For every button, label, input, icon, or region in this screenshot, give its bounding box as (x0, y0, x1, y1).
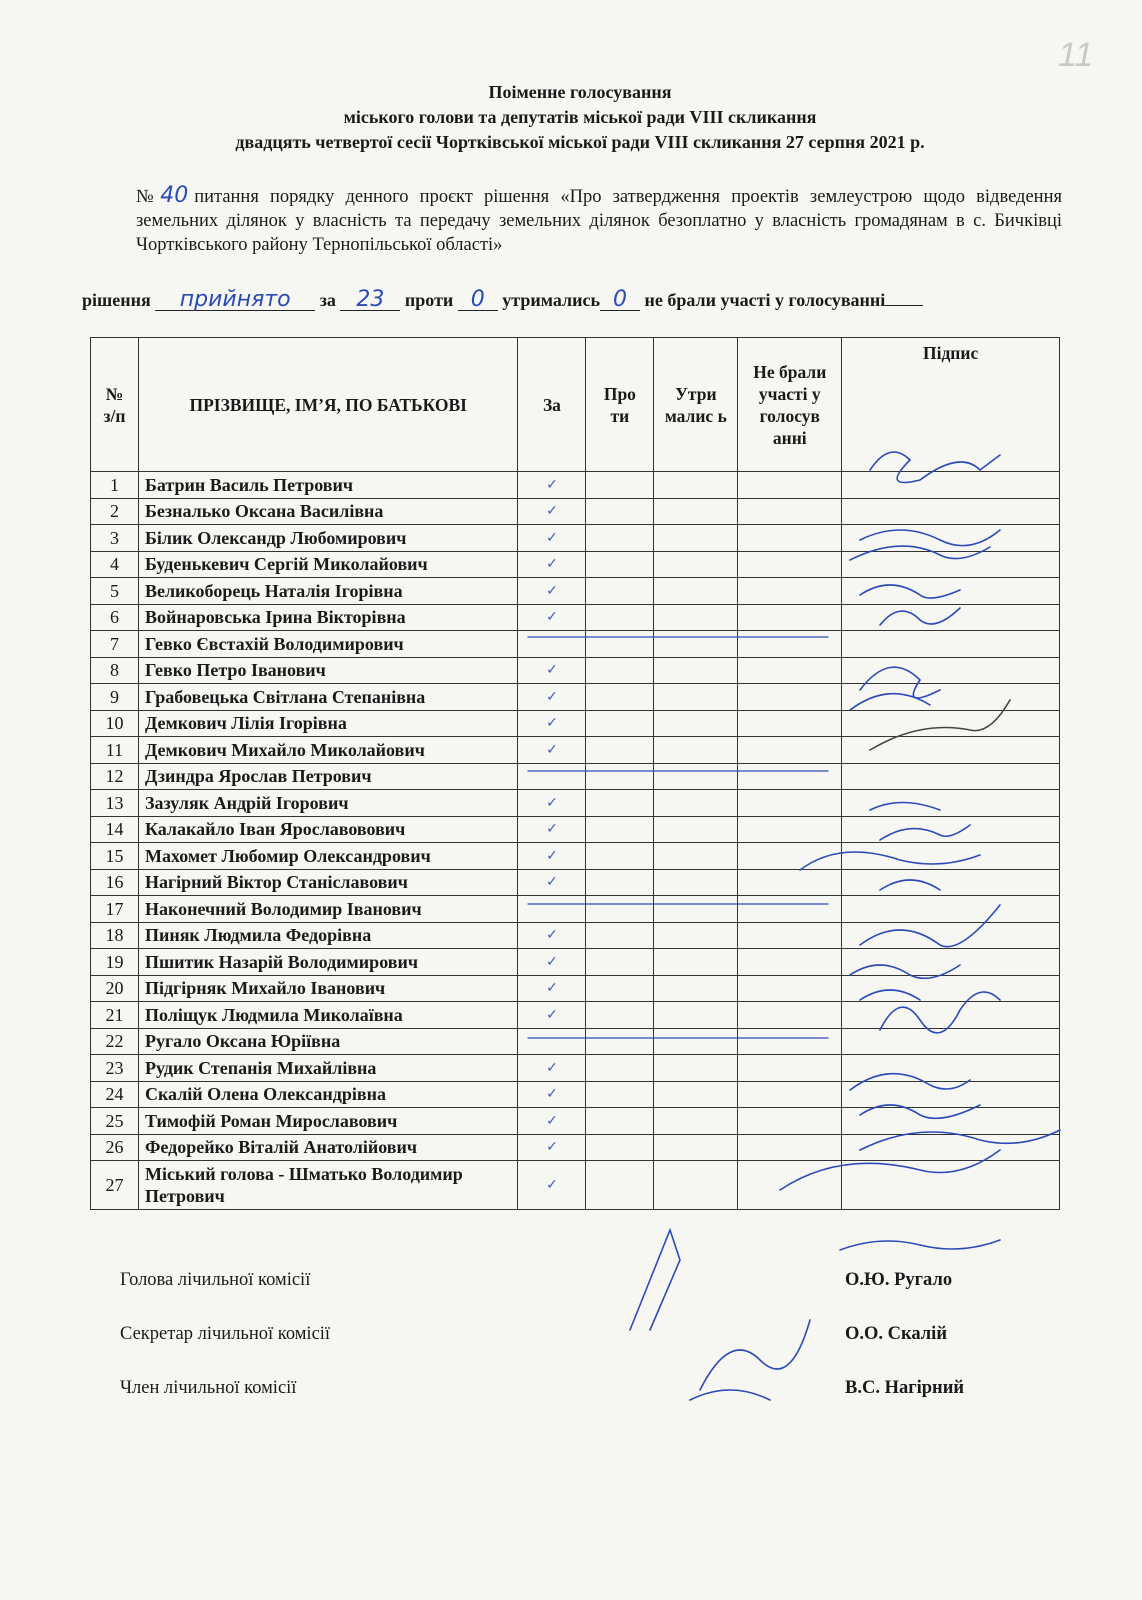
table-row (91, 1055, 1060, 1082)
row-vote-against (586, 1055, 654, 1082)
absent-value (885, 305, 923, 306)
row-name: Тимофій Роман Мирославович (138, 1108, 518, 1135)
row-signature (842, 631, 1060, 658)
abstain-label: утримались (502, 290, 600, 310)
row-vote-against (586, 1108, 654, 1135)
row-vote-against (586, 763, 654, 790)
document-header (80, 80, 1080, 155)
row-number: 7 (91, 631, 139, 658)
row-vote-abstain (654, 657, 738, 684)
commission-row (120, 1378, 1020, 1432)
row-number: 17 (91, 896, 139, 923)
vote-result (82, 287, 1082, 312)
agenda-item (136, 184, 1062, 257)
row-vote-abstain (654, 790, 738, 817)
row-vote-absent (738, 763, 842, 790)
row-signature (842, 1002, 1060, 1029)
row-vote-for: ✓ (518, 869, 586, 896)
table-row (91, 525, 1060, 552)
header-for: За (518, 338, 586, 472)
row-vote-abstain (654, 869, 738, 896)
row-vote-against (586, 737, 654, 764)
row-number: 9 (91, 684, 139, 711)
row-signature (842, 737, 1060, 764)
row-vote-abstain (654, 1055, 738, 1082)
commission-name: В.С. Нагірний (845, 1378, 965, 1398)
table-row (91, 843, 1060, 870)
row-vote-against (586, 710, 654, 737)
row-signature (842, 1055, 1060, 1082)
row-number: 13 (91, 790, 139, 817)
row-vote-absent (738, 1055, 842, 1082)
row-vote-against (586, 631, 654, 658)
header-title: Поіменне голосування (488, 82, 672, 102)
row-name: Міський голова - Шматько Володимир Петрович (138, 1161, 518, 1210)
against-value: 0 (458, 290, 498, 311)
table-row (91, 604, 1060, 631)
row-vote-against (586, 551, 654, 578)
row-name: Гевко Євстахій Володимирович (138, 631, 518, 658)
header-signature: Підпис (842, 338, 1060, 472)
row-signature (842, 657, 1060, 684)
row-name: Ругало Оксана Юріївна (138, 1028, 518, 1055)
row-vote-abstain (654, 710, 738, 737)
row-number: 10 (91, 710, 139, 737)
row-name: Поліщук Людмила Миколаївна (138, 1002, 518, 1029)
row-number: 4 (91, 551, 139, 578)
row-vote-absent (738, 1081, 842, 1108)
row-vote-abstain (654, 816, 738, 843)
row-vote-for (518, 896, 586, 923)
row-name: Рудик Степанія Михайлівна (138, 1055, 518, 1082)
row-vote-for: ✓ (518, 1134, 586, 1161)
table-row (91, 1002, 1060, 1029)
header-session: двадцять четвертої сесії Чортківської міської ради VIII скликання 27 серпня 2021 р. (235, 132, 925, 152)
row-vote-absent (738, 1134, 842, 1161)
table-row (91, 737, 1060, 764)
table-row (91, 1028, 1060, 1055)
row-number: 1 (91, 472, 139, 499)
row-vote-against (586, 816, 654, 843)
table-row (91, 684, 1060, 711)
commission-row (120, 1324, 1020, 1378)
row-vote-absent (738, 843, 842, 870)
row-vote-absent (738, 710, 842, 737)
row-number: 15 (91, 843, 139, 870)
header-against: Про ти (586, 338, 654, 472)
table-row (91, 763, 1060, 790)
commission-name: О.Ю. Ругало (845, 1270, 953, 1290)
page-number: 11 (1058, 36, 1094, 74)
row-vote-abstain (654, 763, 738, 790)
row-vote-absent (738, 1108, 842, 1135)
row-vote-absent (738, 1002, 842, 1029)
table-header-row (91, 338, 1060, 472)
row-vote-against (586, 472, 654, 499)
table-row (91, 869, 1060, 896)
row-vote-abstain (654, 843, 738, 870)
row-name: Пшитик Назарій Володимирович (138, 949, 518, 976)
commission-role: Член лічильної комісії (120, 1378, 297, 1398)
row-vote-for: ✓ (518, 498, 586, 525)
row-vote-against (586, 790, 654, 817)
table-row (91, 896, 1060, 923)
commission-name: О.О. Скалій (845, 1324, 947, 1344)
row-name: Батрин Василь Петрович (138, 472, 518, 499)
row-vote-against (586, 922, 654, 949)
header-abstain: Утри малис ь (654, 338, 738, 472)
row-name: Гевко Петро Іванович (138, 657, 518, 684)
table-row (91, 790, 1060, 817)
row-vote-for: ✓ (518, 922, 586, 949)
row-vote-abstain (654, 975, 738, 1002)
row-vote-absent (738, 472, 842, 499)
row-name: Буденькевич Сергій Миколайович (138, 551, 518, 578)
row-signature (842, 763, 1060, 790)
row-vote-absent (738, 578, 842, 605)
decision-label: рішення (82, 290, 151, 310)
row-signature (842, 1161, 1060, 1210)
row-number: 18 (91, 922, 139, 949)
agenda-prefix: № (136, 187, 161, 207)
row-vote-abstain (654, 1161, 738, 1210)
row-vote-against (586, 843, 654, 870)
row-vote-absent (738, 604, 842, 631)
row-vote-for: ✓ (518, 578, 586, 605)
row-vote-abstain (654, 949, 738, 976)
row-vote-absent (738, 896, 842, 923)
row-vote-abstain (654, 1028, 738, 1055)
row-signature (842, 1081, 1060, 1108)
row-name: Великоборець Наталія Ігорівна (138, 578, 518, 605)
row-vote-against (586, 1134, 654, 1161)
row-signature (842, 498, 1060, 525)
row-vote-for: ✓ (518, 1055, 586, 1082)
row-vote-abstain (654, 1134, 738, 1161)
row-vote-against (586, 657, 654, 684)
row-vote-against (586, 498, 654, 525)
commission-signatures (120, 1270, 1020, 1432)
row-name: Федорейко Віталій Анатолійович (138, 1134, 518, 1161)
row-name: Дзиндра Ярослав Петрович (138, 763, 518, 790)
row-vote-for: ✓ (518, 790, 586, 817)
table-row (91, 710, 1060, 737)
row-vote-abstain (654, 525, 738, 552)
row-name: Білик Олександр Любомирович (138, 525, 518, 552)
table-row (91, 949, 1060, 976)
row-signature (842, 525, 1060, 552)
header-num: № з/п (91, 338, 139, 472)
row-vote-absent (738, 975, 842, 1002)
row-vote-against (586, 578, 654, 605)
row-vote-absent (738, 684, 842, 711)
row-signature (842, 710, 1060, 737)
row-number: 14 (91, 816, 139, 843)
row-vote-abstain (654, 1002, 738, 1029)
row-vote-for (518, 1028, 586, 1055)
agenda-text: питання порядку денного проєкт рішення «Про затвердження проектів землеустрою щодо відведення земельних ділянок у власність та передачу земельних ділянок безоплатно у власність громадянам в с. Бичківці Чортківського району Тернопільської області» (136, 187, 1062, 255)
row-vote-for: ✓ (518, 843, 586, 870)
row-vote-abstain (654, 472, 738, 499)
for-label: за (319, 290, 336, 310)
row-vote-absent (738, 869, 842, 896)
table-row (91, 578, 1060, 605)
commission-row (120, 1270, 1020, 1324)
row-vote-for: ✓ (518, 949, 586, 976)
row-name: Демкович Михайло Миколайович (138, 737, 518, 764)
row-vote-against (586, 1028, 654, 1055)
row-signature (842, 896, 1060, 923)
vote-rows (91, 472, 1060, 1210)
vote-table (90, 337, 1060, 1210)
row-vote-absent (738, 949, 842, 976)
row-vote-absent (738, 525, 842, 552)
row-vote-absent (738, 816, 842, 843)
row-vote-for: ✓ (518, 816, 586, 843)
row-name: Наконечний Володимир Іванович (138, 896, 518, 923)
row-vote-against (586, 975, 654, 1002)
row-number: 26 (91, 1134, 139, 1161)
row-name: Демкович Лілія Ігорівна (138, 710, 518, 737)
row-name: Махомет Любомир Олександрович (138, 843, 518, 870)
table-row (91, 922, 1060, 949)
header-name: ПРІЗВИЩЕ, ІМ’Я, ПО БАТЬКОВІ (138, 338, 518, 472)
row-name: Пиняк Людмила Федорівна (138, 922, 518, 949)
row-number: 2 (91, 498, 139, 525)
row-vote-absent (738, 922, 842, 949)
row-vote-abstain (654, 631, 738, 658)
row-number: 8 (91, 657, 139, 684)
row-signature (842, 922, 1060, 949)
row-vote-abstain (654, 896, 738, 923)
row-signature (842, 975, 1060, 1002)
row-number: 23 (91, 1055, 139, 1082)
row-signature (842, 1108, 1060, 1135)
abstain-value: 0 (600, 290, 640, 311)
row-signature (842, 604, 1060, 631)
row-vote-against (586, 1002, 654, 1029)
row-vote-abstain (654, 498, 738, 525)
for-value: 23 (340, 290, 400, 311)
row-vote-abstain (654, 1081, 738, 1108)
row-name: Зазуляк Андрій Ігорович (138, 790, 518, 817)
row-vote-for: ✓ (518, 1161, 586, 1210)
agenda-item-number: 40 (160, 183, 189, 208)
absent-label: не брали участі у голосуванні (644, 290, 886, 310)
row-vote-absent (738, 551, 842, 578)
row-vote-absent (738, 1161, 842, 1210)
table-row (91, 551, 1060, 578)
table-row (91, 1108, 1060, 1135)
row-number: 19 (91, 949, 139, 976)
row-number: 22 (91, 1028, 139, 1055)
table-row (91, 631, 1060, 658)
row-number: 20 (91, 975, 139, 1002)
row-vote-absent (738, 790, 842, 817)
row-vote-for: ✓ (518, 1081, 586, 1108)
row-number: 3 (91, 525, 139, 552)
row-number: 5 (91, 578, 139, 605)
table-row (91, 975, 1060, 1002)
row-vote-against (586, 949, 654, 976)
row-name: Нагірний Віктор Станіславович (138, 869, 518, 896)
row-number: 27 (91, 1161, 139, 1210)
table-row (91, 498, 1060, 525)
row-vote-against (586, 604, 654, 631)
row-signature (842, 790, 1060, 817)
row-signature (842, 816, 1060, 843)
row-vote-absent (738, 657, 842, 684)
row-vote-abstain (654, 922, 738, 949)
row-vote-absent (738, 631, 842, 658)
row-number: 16 (91, 869, 139, 896)
row-signature (842, 843, 1060, 870)
row-vote-abstain (654, 551, 738, 578)
row-vote-against (586, 525, 654, 552)
row-number: 21 (91, 1002, 139, 1029)
table-row (91, 1134, 1060, 1161)
table-row (91, 657, 1060, 684)
row-vote-against (586, 896, 654, 923)
table-row (91, 1081, 1060, 1108)
row-signature (842, 869, 1060, 896)
row-vote-for: ✓ (518, 975, 586, 1002)
row-vote-for: ✓ (518, 525, 586, 552)
commission-role: Голова лічильної комісії (120, 1270, 311, 1290)
row-vote-abstain (654, 1108, 738, 1135)
row-number: 11 (91, 737, 139, 764)
row-signature (842, 949, 1060, 976)
row-vote-absent (738, 737, 842, 764)
row-signature (842, 578, 1060, 605)
row-vote-abstain (654, 737, 738, 764)
row-number: 25 (91, 1108, 139, 1135)
row-name: Скалій Олена Олександрівна (138, 1081, 518, 1108)
row-signature (842, 551, 1060, 578)
row-vote-absent (738, 1028, 842, 1055)
row-vote-for (518, 763, 586, 790)
against-label: проти (404, 290, 454, 310)
row-vote-for (518, 631, 586, 658)
row-number: 12 (91, 763, 139, 790)
row-vote-absent (738, 498, 842, 525)
row-signature (842, 472, 1060, 499)
header-subtitle: міського голови та депутатів міської ради VIII скликання (343, 107, 817, 127)
table-row (91, 472, 1060, 499)
header-absent: Не брали участі у голосув анні (738, 338, 842, 472)
initials-note (840, 1240, 1000, 1250)
row-signature (842, 684, 1060, 711)
row-vote-for: ✓ (518, 604, 586, 631)
row-name: Безналько Оксана Василівна (138, 498, 518, 525)
row-vote-abstain (654, 578, 738, 605)
row-signature (842, 1134, 1060, 1161)
row-name: Грабовецька Світлана Степанівна (138, 684, 518, 711)
decision-value: прийнято (155, 290, 315, 311)
row-vote-for: ✓ (518, 472, 586, 499)
row-name: Підгірняк Михайло Іванович (138, 975, 518, 1002)
row-vote-for: ✓ (518, 657, 586, 684)
row-vote-for: ✓ (518, 551, 586, 578)
row-signature (842, 1028, 1060, 1055)
row-vote-against (586, 1081, 654, 1108)
row-vote-for: ✓ (518, 684, 586, 711)
row-vote-against (586, 869, 654, 896)
row-name: Калакайло Іван Ярославовович (138, 816, 518, 843)
row-vote-abstain (654, 604, 738, 631)
row-vote-for: ✓ (518, 737, 586, 764)
commission-role: Секретар лічильної комісії (120, 1324, 331, 1344)
row-name: Войнаровська Ірина Вікторівна (138, 604, 518, 631)
row-vote-for: ✓ (518, 1108, 586, 1135)
row-vote-against (586, 1161, 654, 1210)
row-vote-abstain (654, 684, 738, 711)
row-vote-for: ✓ (518, 710, 586, 737)
row-number: 24 (91, 1081, 139, 1108)
row-vote-against (586, 684, 654, 711)
row-number: 6 (91, 604, 139, 631)
table-row (91, 816, 1060, 843)
row-vote-for: ✓ (518, 1002, 586, 1029)
table-row (91, 1161, 1060, 1210)
